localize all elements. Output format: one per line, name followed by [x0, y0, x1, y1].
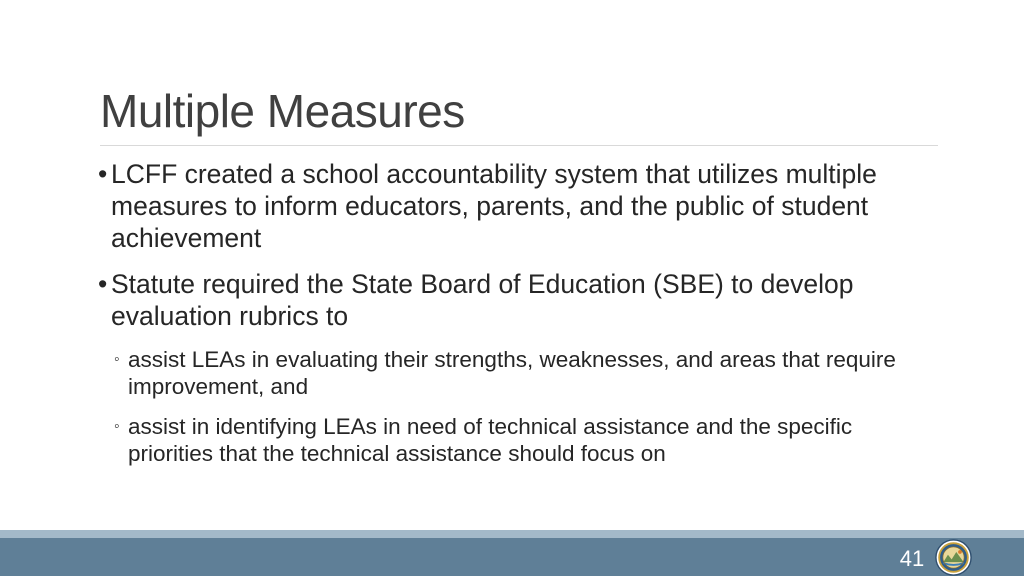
- bullet-dot-icon: •: [98, 159, 108, 189]
- slide-content: [98, 158, 938, 480]
- slide-title: Multiple Measures: [100, 85, 465, 137]
- page-number: 41: [899, 546, 925, 571]
- bullet-dot-icon: •: [98, 269, 108, 299]
- bullet-item: [98, 158, 938, 254]
- sub-bullet-item: [114, 346, 938, 400]
- bullet-text: Statute required the State Board of Education (SBE) to develop evaluation rubrics to: [111, 269, 854, 331]
- sub-bullet-text: assist LEAs in evaluating their strengths, weaknesses, and areas that require improvement, and: [128, 347, 896, 399]
- sub-bullet-circle-icon: ◦: [114, 351, 120, 368]
- footer-stripe: [0, 530, 1024, 538]
- title-divider: [100, 145, 938, 146]
- sub-bullet-text: assist in identifying LEAs in need of technical assistance and the specific priorities that the technical assistance should focus on: [128, 414, 853, 466]
- bullet-text: LCFF created a school accountability system that utilizes multiple measures to inform educators, parents, and the public of student achievement: [111, 159, 877, 253]
- bullet-item: [98, 268, 938, 332]
- state-seal-icon: [935, 539, 972, 576]
- sub-bullet-circle-icon: ◦: [114, 418, 120, 435]
- sub-bullet-item: [114, 413, 938, 467]
